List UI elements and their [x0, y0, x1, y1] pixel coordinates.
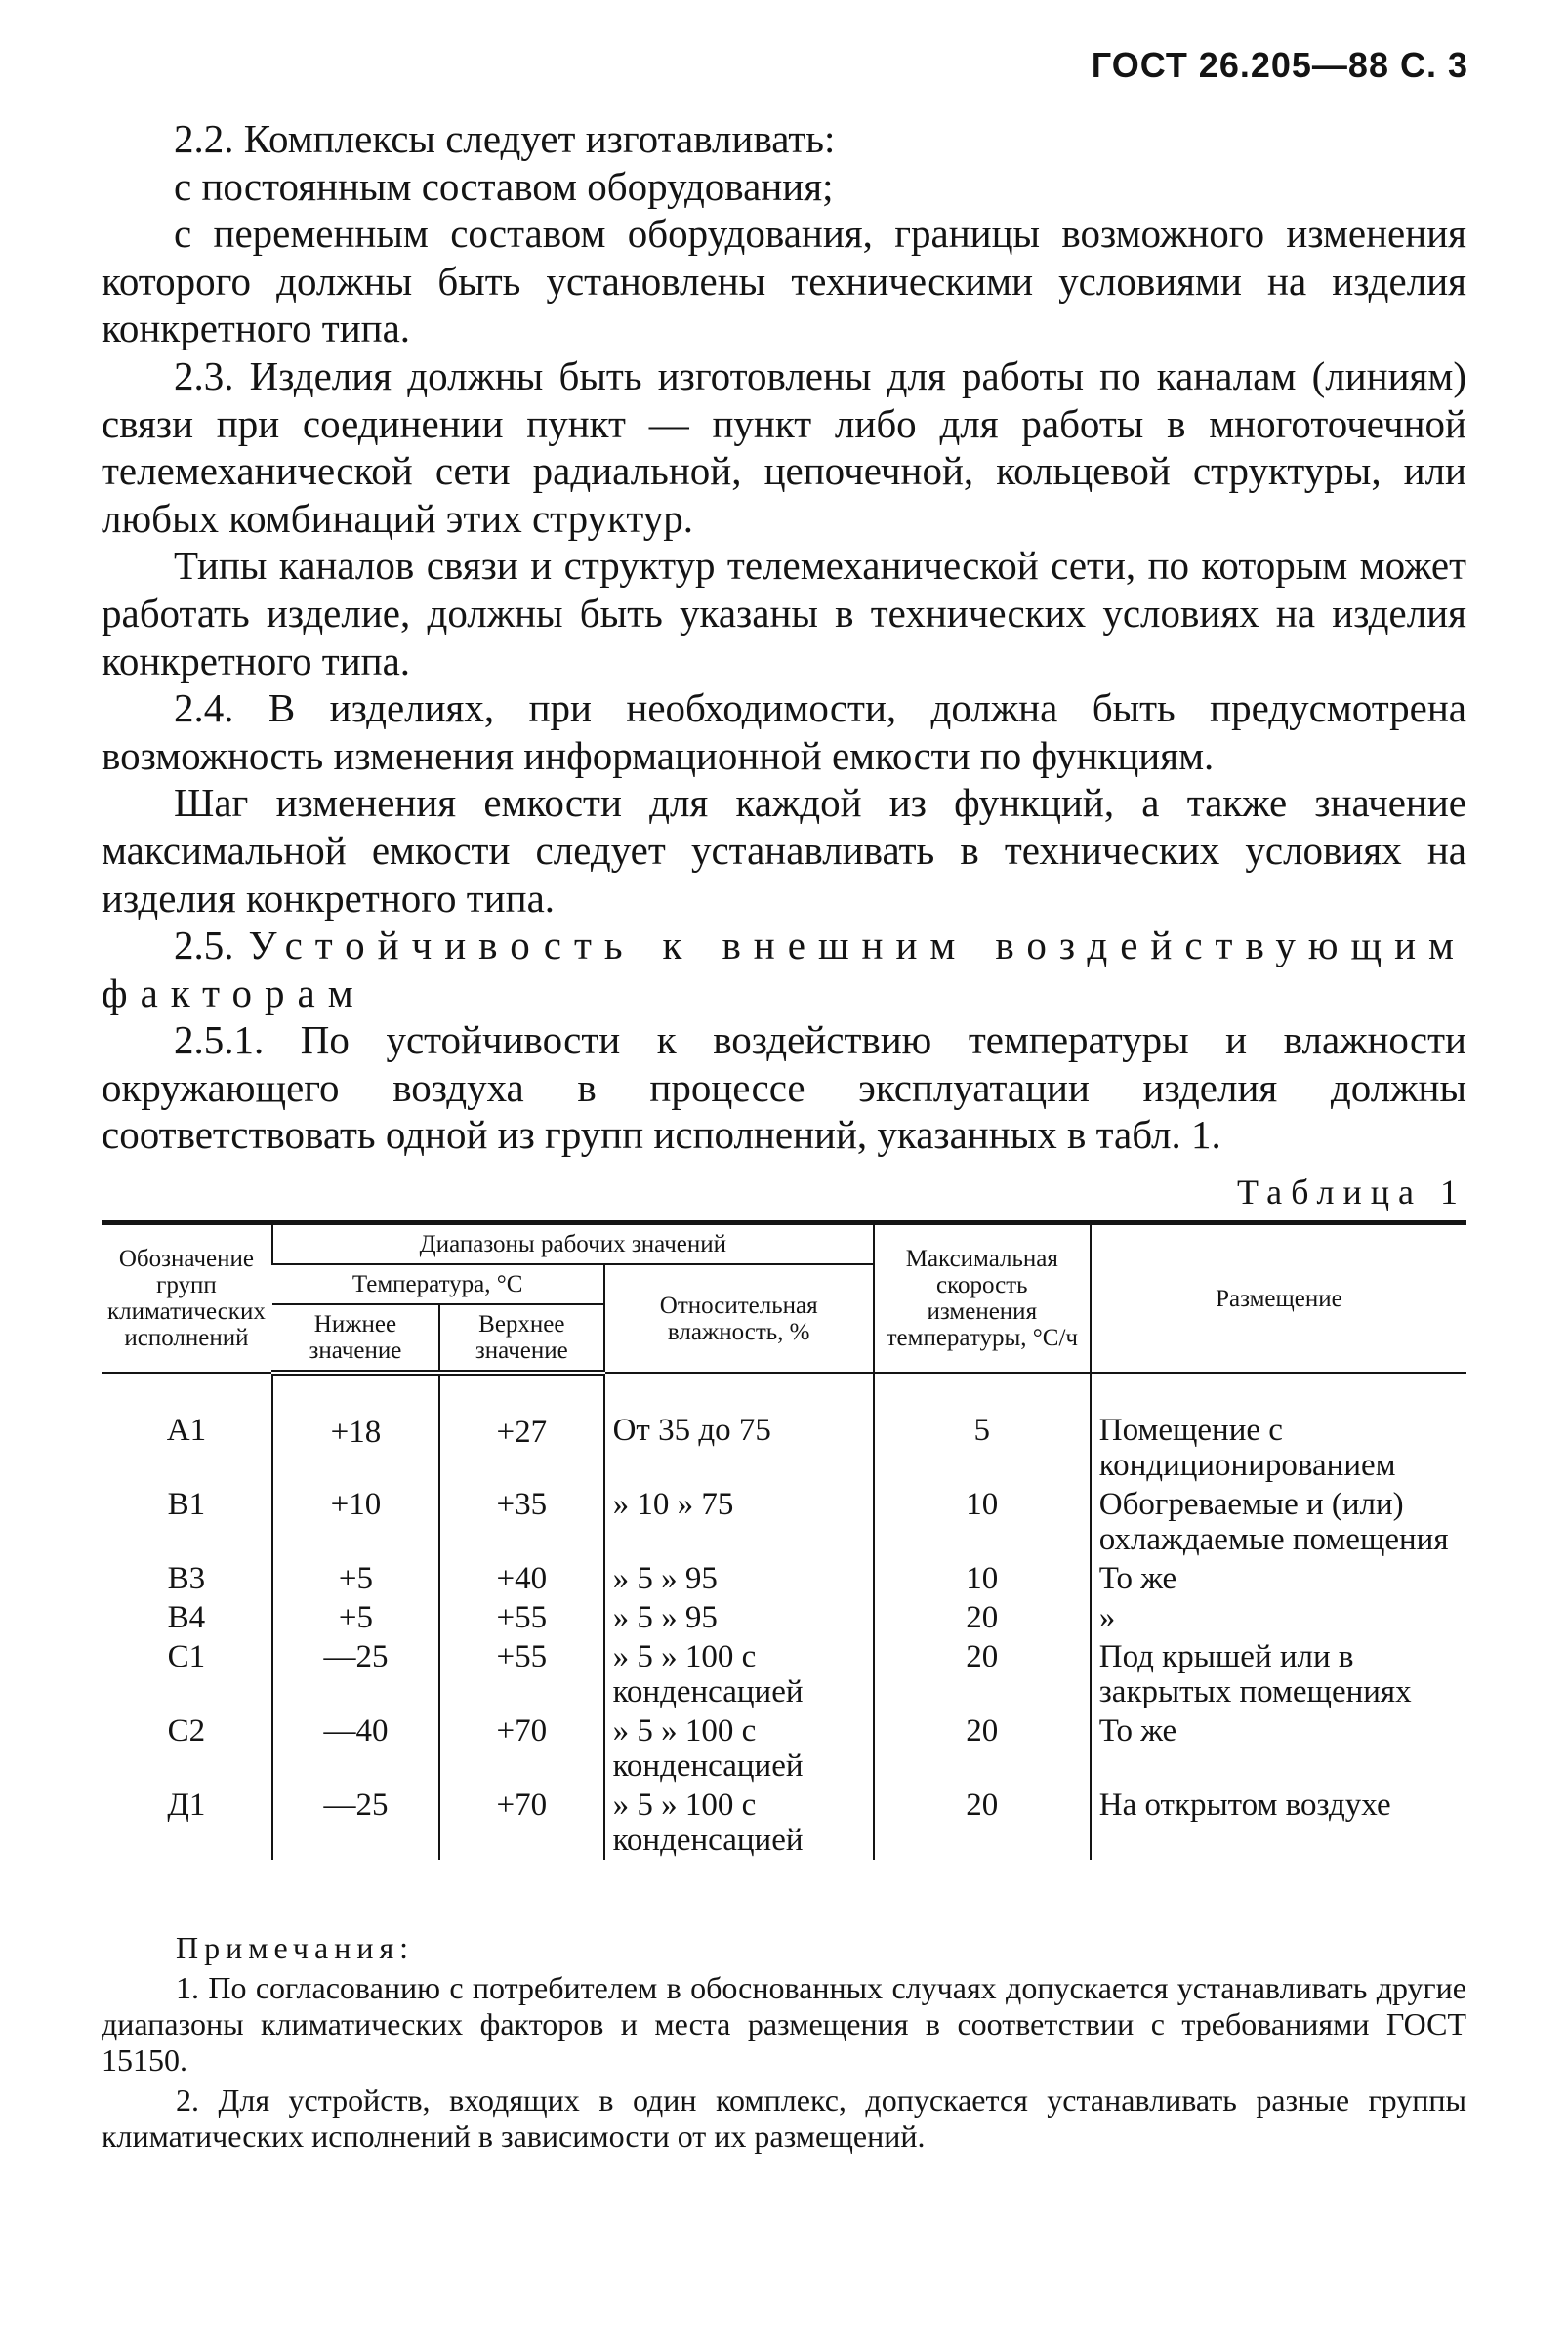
header-humidity: Относительная влажность, % — [604, 1264, 874, 1373]
header-placement: Размещение — [1091, 1223, 1466, 1374]
header-lower: Нижнее значение — [272, 1304, 439, 1373]
header-rate: Максимальная скорость изменения температуры, °С/ч — [874, 1223, 1091, 1374]
cell-group: В3 — [167, 1561, 206, 1596]
table-row — [102, 1559, 1466, 1598]
cell-group: Д1 — [167, 1788, 206, 1823]
paragraph-2-5-1: 2.5.1. По устойчивости к воздействию температуры и влажности окружающего воздуха в процессе эксплуатации изделия должны соответствовать одной из групп исполнений, указанных в табл. 1. — [102, 1017, 1466, 1158]
cell-placement: На открытом воздухе — [1091, 1786, 1466, 1860]
note-item: 2. Для устройств, входящих в один комплекс, допускается устанавливать разные группы климатических исполнений в зависимости от их размещений. — [102, 2082, 1466, 2154]
cell-humidity: От 35 до 75 — [604, 1373, 874, 1485]
cell-humidity: » 5 » 100 с конденсацией — [604, 1711, 874, 1786]
header-ranges: Диапазоны рабочих значений — [272, 1223, 874, 1265]
cell-rate: 20 — [874, 1598, 1091, 1637]
cell-rate: 10 — [874, 1485, 1091, 1559]
notes — [102, 1930, 1466, 2155]
table-row — [102, 1598, 1466, 1637]
paragraph-2-4: 2.4. В изделиях, при необходимости, должна быть предусмотрена возможность изменения информационной емкости по функциям. — [102, 685, 1466, 778]
table-row — [102, 1637, 1466, 1711]
climate-table — [102, 1220, 1466, 1860]
cell-rate: 20 — [874, 1637, 1091, 1711]
cell-lower: +18 — [272, 1373, 439, 1485]
cell-group: А1 — [166, 1413, 207, 1448]
cell-lower: —25 — [272, 1786, 439, 1860]
table-row — [102, 1485, 1466, 1559]
section-title: Устойчивость к внешним воздействующим факторам — [102, 923, 1467, 1015]
header-temperature: Температура, °С — [272, 1264, 604, 1304]
cell-upper: +55 — [439, 1598, 603, 1637]
paragraph-list-item-2: с переменным составом оборудования, границы возможного изменения которого должны быть установлены техническими условиями на изделия конкретного типа. — [102, 211, 1466, 351]
cell-humidity: » 5 » 95 — [604, 1559, 874, 1598]
paragraph-channel-types: Типы каналов связи и структур телемеханической сети, по которым может работать изделие, должны быть указаны в технических условиях на изделия конкретного типа. — [102, 543, 1466, 683]
cell-placement: То же — [1091, 1559, 1466, 1598]
table-row — [102, 1786, 1466, 1860]
cell-lower: —25 — [272, 1637, 439, 1711]
header-upper: Верхнее значение — [439, 1304, 603, 1373]
cell-humidity: » 5 » 100 с конденсацией — [604, 1637, 874, 1711]
cell-lower: +10 — [272, 1485, 439, 1559]
cell-humidity: » 5 » 100 с конденсацией — [604, 1786, 874, 1860]
table-row — [102, 1711, 1466, 1786]
table-caption: Таблица 1 — [1237, 1173, 1466, 1212]
cell-group: В4 — [167, 1600, 206, 1635]
paragraph-capacity-step: Шаг изменения емкости для каждой из функций, а также значение максимальной емкости следует устанавливать в технических условиях на изделия конкретного типа. — [102, 780, 1466, 921]
cell-upper: +27 — [439, 1373, 603, 1485]
cell-upper: +70 — [439, 1786, 603, 1860]
cell-placement: » — [1091, 1598, 1466, 1637]
cell-rate: 20 — [874, 1711, 1091, 1786]
header-group: Обозначение групп климатических исполнений — [102, 1223, 272, 1374]
section-number: 2.5. — [174, 923, 234, 968]
cell-group: С1 — [167, 1639, 206, 1674]
note-item: 1. По согласованию с потребителем в обоснованных случаях допускается устанавливать другие диапазоны климатических факторов и места размещения в соответствии с требованиями ГОСТ 15150. — [102, 1970, 1466, 2078]
paragraph-2-2: 2.2. Комплексы следует изготавливать: — [174, 116, 836, 161]
cell-humidity: » 5 » 95 — [604, 1598, 874, 1637]
cell-group: В1 — [167, 1487, 206, 1522]
cell-rate: 20 — [874, 1786, 1091, 1860]
cell-upper: +35 — [439, 1485, 603, 1559]
cell-placement: Под крышей или в закрытых помещениях — [1091, 1637, 1466, 1711]
paragraph-2-3: 2.3. Изделия должны быть изготовлены для работы по каналам (линиям) связи при соединении пункт — пункт либо для работы в многоточечной телемеханической сети радиальной, цепочечной, кольцевой структуры, или любых комбинаций этих структур. — [102, 352, 1466, 541]
cell-placement: То же — [1091, 1711, 1466, 1786]
cell-upper: +40 — [439, 1559, 603, 1598]
cell-humidity: » 10 » 75 — [604, 1485, 874, 1559]
notes-title: Примечания: — [176, 1930, 415, 1965]
cell-upper: +70 — [439, 1711, 603, 1786]
table-row — [102, 1373, 1466, 1485]
cell-placement: Помещение с кондиционированием — [1091, 1373, 1466, 1485]
section-heading-2-5 — [102, 922, 1466, 1016]
cell-rate: 5 — [874, 1373, 1091, 1485]
cell-lower: +5 — [272, 1559, 439, 1598]
page-header: ГОСТ 26.205—88 С. 3 — [1091, 45, 1468, 85]
cell-group: С2 — [167, 1713, 206, 1749]
body-text — [102, 115, 1466, 1159]
cell-lower: —40 — [272, 1711, 439, 1786]
cell-upper: +55 — [439, 1637, 603, 1711]
cell-rate: 10 — [874, 1559, 1091, 1598]
cell-lower: +5 — [272, 1598, 439, 1637]
paragraph-list-item-1: с постоянным составом оборудования; — [174, 163, 834, 209]
cell-placement: Обогреваемые и (или) охлаждаемые помещения — [1091, 1485, 1466, 1559]
